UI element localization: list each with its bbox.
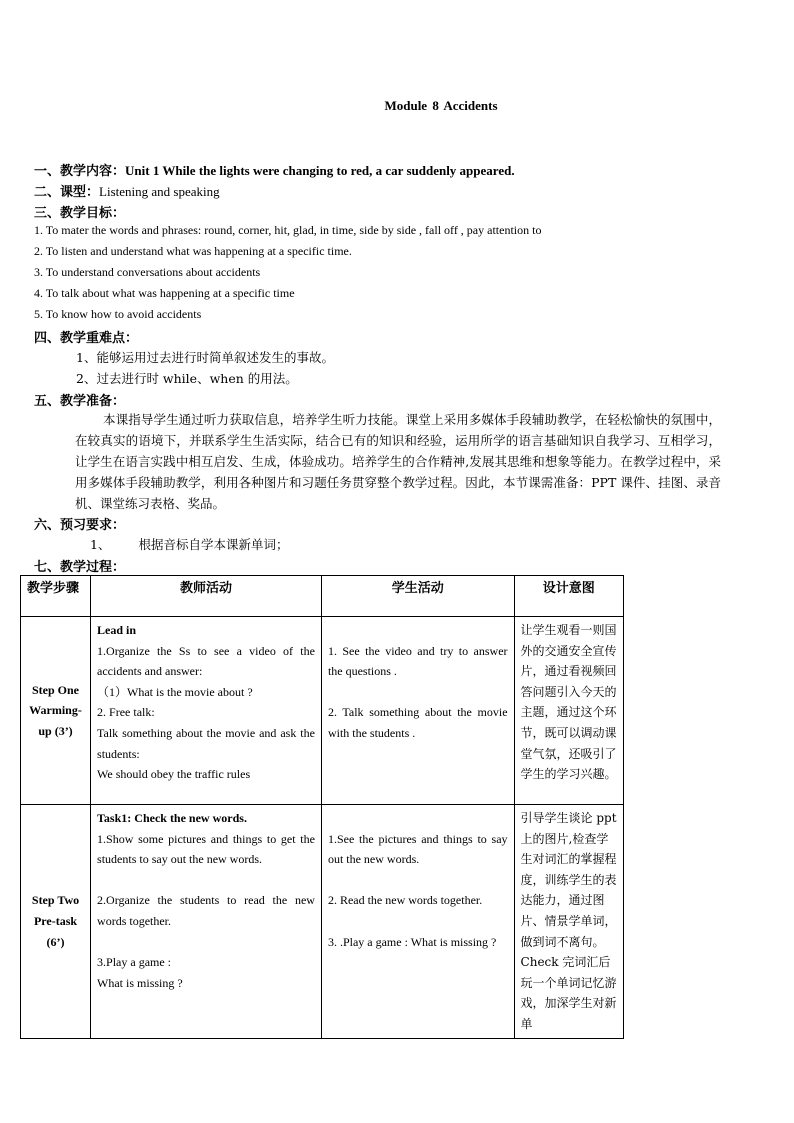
section-preview-label: 六、预习要求： (34, 518, 126, 533)
section-content (34, 160, 515, 179)
teacher-line: Lead in (97, 623, 137, 637)
teacher-activity-cell (91, 805, 322, 1039)
student-line: 1.See the pictures and things to say out the new words. (327, 831, 508, 867)
teacher-line: What is missing ? (97, 975, 183, 990)
section-content-label: 一、教学内容： (34, 164, 126, 179)
table-row (21, 805, 624, 1039)
key-point-item: 1、能够运用过去进行时简单叙述发生的事故。 (76, 350, 334, 365)
teacher-line: （1）What is the movie about ? (97, 684, 253, 699)
teacher-line: 1.Organize the Ss to see a video of the accidents and answer: (97, 643, 315, 679)
header-step: 教学步骤 (21, 576, 91, 617)
student-line: 1. See the video and try to answer the questions . (327, 643, 508, 679)
goal-item: 4. To talk about what was happening at a specific time (34, 286, 295, 300)
section-key-points-label: 四、教学重难点： (34, 331, 139, 346)
teacher-line: 1.Show some pictures and things to get the students to say out the new words. (97, 831, 315, 867)
goal-item: 1. To mater the words and phrases: round, corner, hit, glad, in time, side by side , fall off , pay attention to (34, 223, 542, 237)
teacher-line: 3.Play a game : (97, 955, 172, 970)
student-line: 2. Talk something about the movie with the students . (327, 705, 508, 740)
header-design-intent: 设计意图 (514, 576, 623, 617)
goal-item: 5. To know how to avoid accidents (34, 307, 202, 321)
section-goals-label: 三、教学目标： (34, 206, 126, 221)
preview-item-number: 1、 (90, 537, 111, 552)
teacher-line: We should obey the traffic rules (97, 767, 251, 782)
goal-item: 3. To understand conversations about accidents (34, 265, 261, 279)
goal-item: 2. To listen and understand what was happening at a specific time. (34, 244, 352, 258)
preview-item-text: 根据音标自学本课新单词； (138, 537, 289, 552)
header-student-activity: 学生活动 (321, 576, 514, 617)
student-activity-cell (321, 617, 514, 805)
preview-item (90, 535, 288, 553)
section-process-label: 七、教学过程： (34, 560, 126, 575)
section-lesson-type-value: Listening and speaking (99, 184, 220, 199)
step-cell: Step One Warming-up (3’) (21, 617, 91, 805)
student-activity-cell (321, 805, 514, 1039)
table-header-row (21, 576, 624, 617)
teacher-line: 2. Free talk: (97, 705, 155, 720)
teacher-activity-cell (91, 617, 322, 805)
section-lesson-type (34, 181, 220, 200)
step-cell: Step Two Pre-task (6’) (21, 805, 91, 1039)
table-row (21, 617, 624, 805)
header-teacher-activity: 教师活动 (91, 576, 322, 617)
student-line: 2. Read the new words together. (327, 893, 483, 908)
section-content-value: Unit 1 While the lights were changing to red, a car suddenly appeared. (125, 163, 515, 178)
design-intent-cell: 引导学生谈论 ppt 上的图片,检查学生对词汇的掌握程度，训练学生的表达能力，通过图片、情景学单词，做到词不离句。Check 完词汇后玩一个单词记忆游戏，加深学生对新单 (514, 805, 623, 1039)
teacher-line: Task1: Check the new words. (97, 811, 247, 825)
section-lesson-type-label: 二、课型： (34, 185, 100, 200)
student-line: 3. .Play a game : What is missing ? (327, 934, 497, 949)
section-preparation-label: 五、教学准备： (34, 394, 126, 409)
preparation-paragraph: 本课指导学生通过听力获取信息，培养学生听力技能。课堂上采用多媒体手段辅助教学，在轻松愉快的氛围中，在较真实的语境下，并联系学生生活实际，结合已有的知识和经验，运用所学的语言基础知识自我学习、互相学习，让学生在语言实践中相互启发、生成，体验成功。培养学生的合作精神,发展其思维和想象等能力。在教学过程中，采用多媒体手段辅助教学，利用各种图片和习题任务贯穿整个教学过程。因此，本节课需准备：PPT 课件、挂图、录音机、课堂练习表格、奖品。 (75, 412, 721, 511)
teaching-process-table (20, 575, 624, 1039)
teacher-line: Talk something about the movie and ask the students: (97, 725, 315, 761)
key-point-item: 2、过去进行时 while、when 的用法。 (76, 371, 298, 386)
design-intent-cell: 让学生观看一则国外的交通安全宣传片，通过看视频回答问题引入今天的主题，通过这个环节，既可以调动课堂气氛，还吸引了学生的学习兴趣。 (514, 617, 623, 805)
document-title: Module 8 Accidents (384, 98, 498, 113)
teacher-line: 2.Organize the students to read the new words together. (97, 893, 315, 928)
